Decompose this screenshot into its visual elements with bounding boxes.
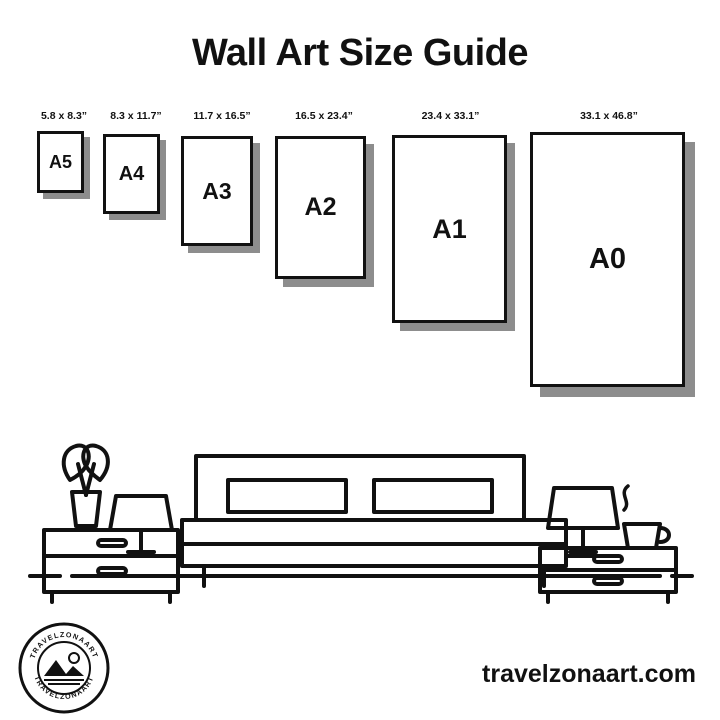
page-footer	[0, 608, 720, 720]
frame-label-a3: A3	[202, 177, 232, 204]
logo-text-top: TRAVELZONAART	[27, 629, 101, 660]
frame-dimension-a0: 33.1 x 46.8”	[580, 110, 638, 122]
page-title: Wall Art Size Guide	[191, 32, 529, 74]
steam-line	[624, 486, 628, 510]
logo-text-bottom: TRAVELZONAART	[32, 674, 96, 702]
frame-group-a0	[514, 110, 704, 395]
frame-group-a2	[264, 110, 384, 290]
frame-box-a5	[37, 131, 84, 193]
frame-label-a4: A4	[118, 163, 145, 185]
pillow-right	[374, 480, 492, 512]
bedroom-scene-illustration	[0, 380, 720, 610]
frame-label-a1: A1	[432, 213, 467, 244]
left-nightstand	[44, 530, 178, 602]
brand-logo-svg	[18, 622, 110, 714]
frame-dimension-a2: 16.5 x 23.4”	[295, 110, 353, 122]
frame-label-a2: A2	[304, 193, 337, 221]
site-url-text: travelzonaart.com	[482, 660, 696, 688]
vase	[72, 492, 100, 526]
coffee-cup	[624, 486, 669, 548]
plant-illustration	[64, 446, 108, 526]
frame-group-a3	[172, 110, 272, 255]
frame-box-a4	[103, 134, 160, 214]
frame-dimension-a4: 8.3 x 11.7”	[110, 110, 162, 122]
frame-label-a5: A5	[48, 152, 72, 172]
frame-box-a2	[275, 136, 366, 279]
frame-group-a1	[378, 110, 523, 325]
frame-box-a1	[392, 135, 507, 323]
frame-label-a0: A0	[588, 243, 627, 275]
frame-size-row	[0, 110, 720, 400]
frame-dimension-a1: 23.4 x 33.1”	[421, 110, 480, 122]
bedroom-scene-svg	[0, 380, 720, 610]
pillow-left	[228, 480, 346, 512]
brand-logo	[18, 622, 110, 714]
bed-illustration	[182, 456, 566, 586]
frame-group-a5	[32, 110, 96, 200]
frame-group-a4	[96, 110, 176, 220]
frame-box-a3	[181, 136, 253, 246]
frame-dimension-a3: 11.7 x 16.5”	[193, 110, 251, 122]
frame-box-a0	[530, 132, 685, 387]
frame-dimension-a5: 5.8 x 8.3”	[40, 110, 88, 122]
